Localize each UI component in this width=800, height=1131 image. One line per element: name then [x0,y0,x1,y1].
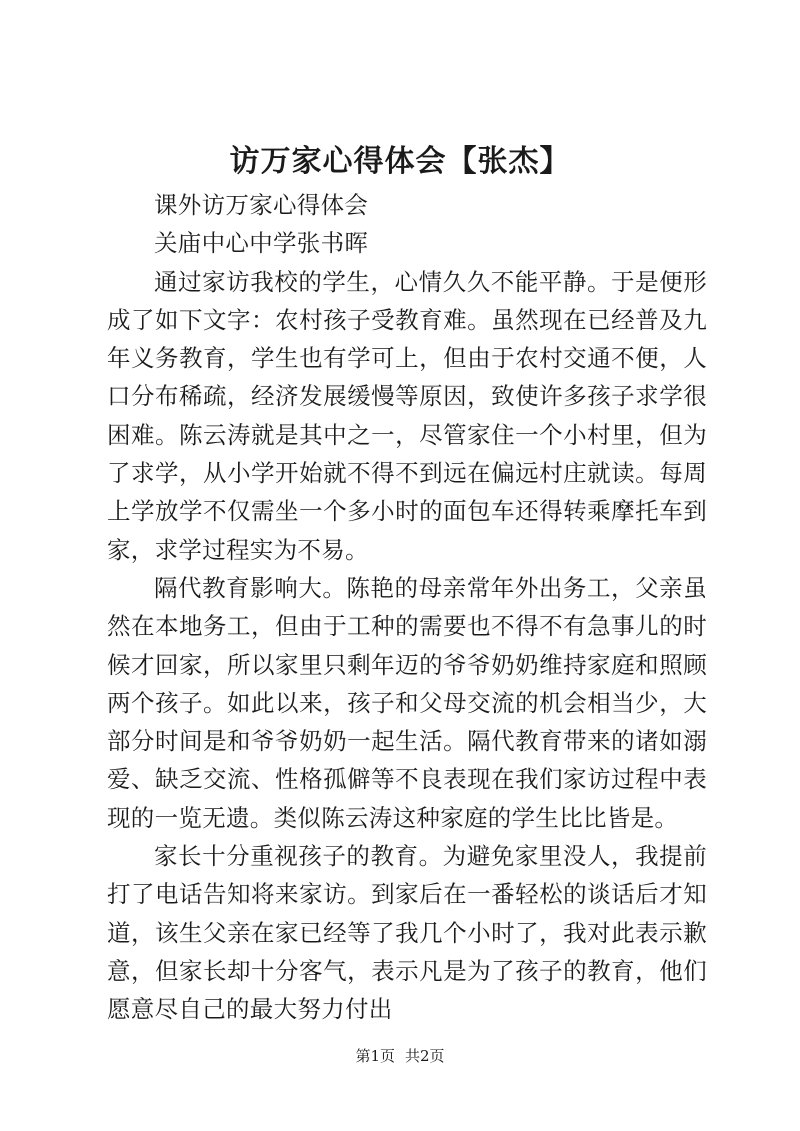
page-footer [0,1046,800,1066]
body-paragraph: 通过家访我校的学生，心情久久不能平静。于是便形成了如下文字：农村孩子受教育难。虽然现在已经普及九年义务教育，学生也有学可上，但由于农村交通不便，人口分布稀疏，经济发展缓慢等原因，致使许多孩子求学很困难。陈云涛就是其中之一，尽管家住一个小村里，但为了求学，从小学开始就不得不到远在偏远村庄就读。每周上学放学不仅需坐一个多小时的面包车还得转乘摩托车到家，求学过程实为不易。 [107,267,707,564]
author-paragraph: 关庙中心中学张书晖 [154,229,369,258]
document-body [107,186,707,1029]
body-paragraph: 隔代教育影响大。陈艳的母亲常年外出务工，父亲虽然在本地务工，但由于工种的需要也不得不有急事儿的时候才回家，所以家里只剩年迈的爷爷奶奶维持家庭和照顾两个孩子。如此以来，孩子和父母交流的机会相当少，大部分时间是和爷爷奶奶一起生活。隔代教育带来的诸如溺爱、缺乏交流、性格孤僻等不良表现在我们家访过程中表现的一览无遗。类似陈云涛这种家庭的学生比比皆是。 [107,573,707,832]
body-paragraph: 家长十分重视孩子的教育。为避免家里没人，我提前打了电话告知将来家访。到家后在一番轻松的谈话后才知道，该生父亲在家已经等了我几个小时了，我对此表示歉意，但家长却十分客气，表示凡是为了孩子的教育，他们愿意尽自己的最大努力付出 [107,842,707,1024]
subtitle-paragraph: 课外访万家心得体会 [154,191,369,219]
page-total: 共2页 [405,1047,445,1065]
document-title: 访万家心得体会【张杰】 [229,144,571,179]
page-number: 第1页 [355,1047,395,1065]
